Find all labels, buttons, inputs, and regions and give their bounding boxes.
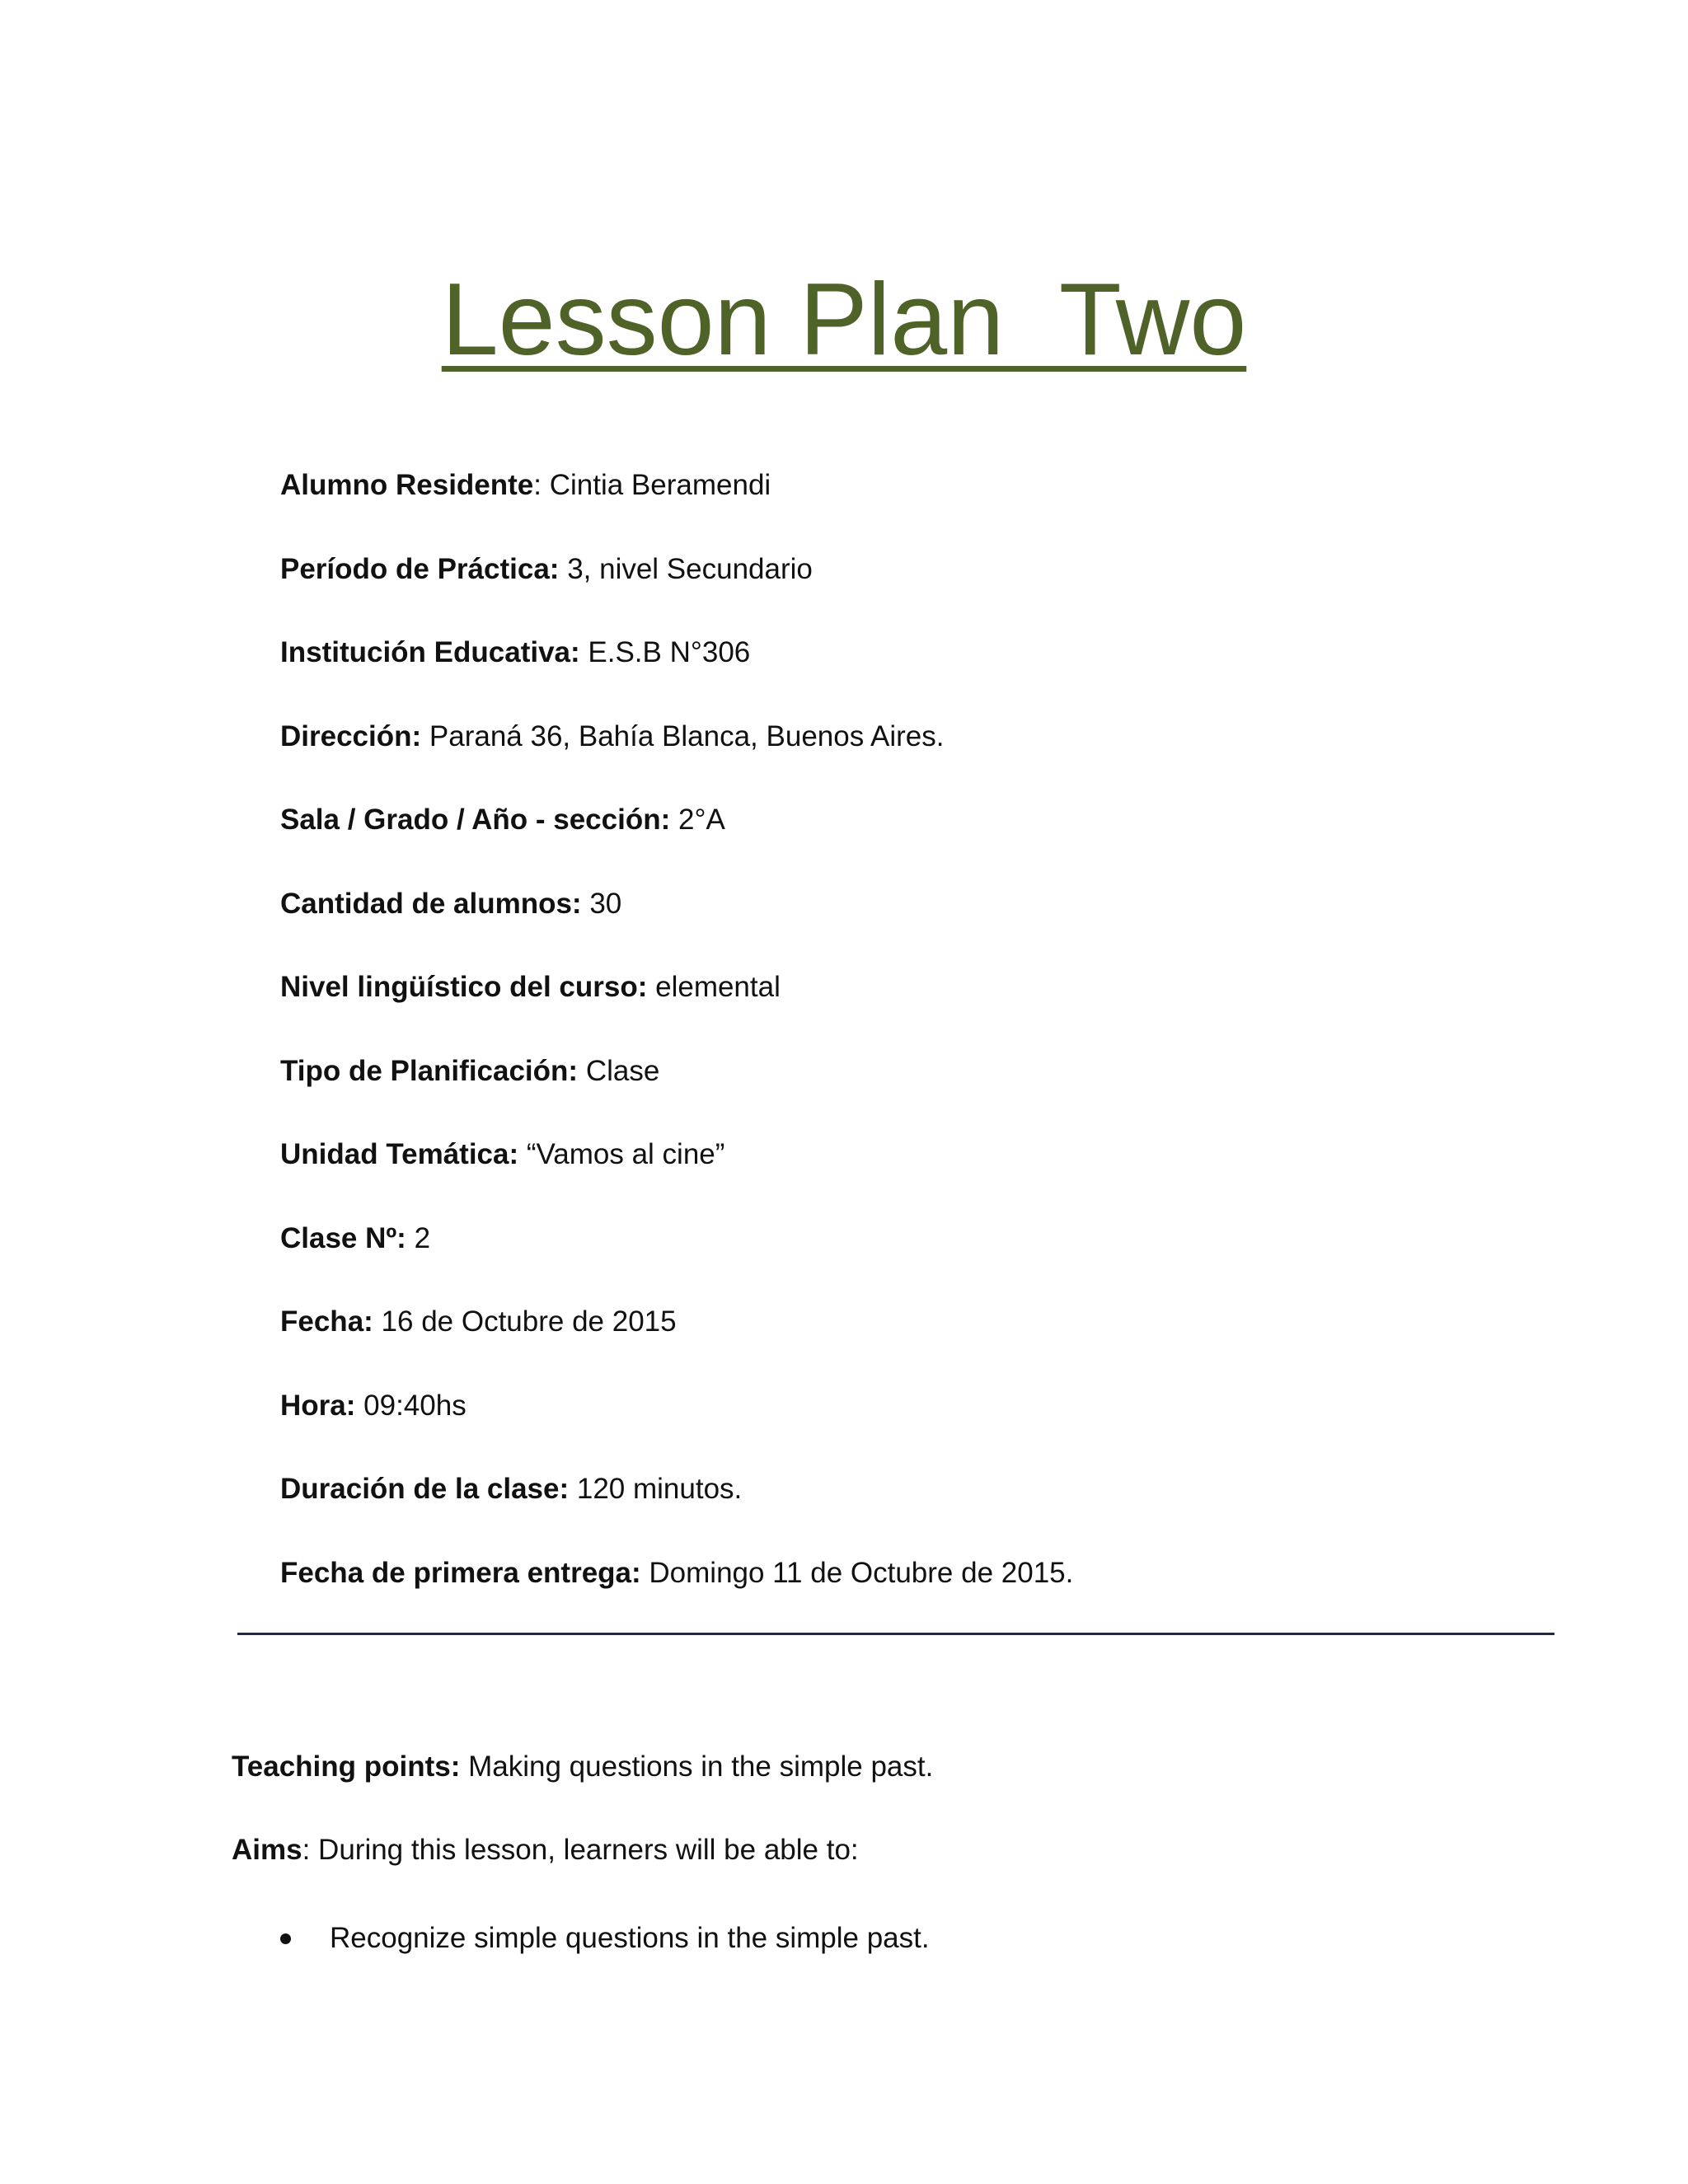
info-row-fecha bbox=[280, 1302, 1073, 1386]
info-label: Duración de la clase: bbox=[280, 1473, 570, 1505]
lesson-info-list bbox=[280, 466, 1073, 1637]
info-row-periodo bbox=[280, 550, 1073, 634]
info-value: Domingo 11 de Octubre de 2015. bbox=[649, 1556, 1074, 1589]
info-row-tipo bbox=[280, 1052, 1073, 1136]
info-label: Clase Nº: bbox=[280, 1221, 406, 1254]
info-value: 2°A bbox=[678, 804, 725, 836]
list-item-text: Recognize simple questions in the simple past. bbox=[330, 1922, 930, 1954]
info-row-institucion bbox=[280, 633, 1073, 717]
aims-label: Aims bbox=[232, 1834, 302, 1866]
info-row-unidad bbox=[280, 1135, 1073, 1219]
info-value: 120 minutos. bbox=[576, 1473, 743, 1505]
info-value: elemental bbox=[655, 971, 781, 1003]
aims-value: : During this lesson, learners will be able to: bbox=[302, 1834, 859, 1866]
info-separator bbox=[355, 1390, 363, 1422]
info-separator bbox=[580, 636, 588, 668]
bullet-icon bbox=[280, 1933, 291, 1944]
aims-list bbox=[280, 1919, 930, 1958]
info-value: 2 bbox=[414, 1221, 431, 1254]
info-row-cantidad bbox=[280, 884, 1073, 968]
info-row-entrega bbox=[280, 1554, 1073, 1638]
page-title: Lesson Plan Two bbox=[441, 263, 1247, 377]
info-separator bbox=[641, 1557, 649, 1589]
info-separator bbox=[647, 971, 655, 1003]
info-row-duracion bbox=[280, 1469, 1073, 1554]
info-label: Alumno Residente bbox=[280, 469, 534, 501]
teaching-points bbox=[232, 1747, 933, 1787]
info-separator bbox=[559, 553, 567, 585]
info-row-direccion bbox=[280, 717, 1073, 801]
list-item bbox=[280, 1919, 930, 1958]
info-value: Cintia Beramendi bbox=[549, 469, 771, 501]
info-label: Cantidad de alumnos: bbox=[280, 887, 582, 920]
info-value: Clase bbox=[585, 1054, 660, 1087]
info-label: Unidad Temática: bbox=[280, 1138, 519, 1170]
aims bbox=[232, 1830, 859, 1870]
info-label: Nivel lingüístico del curso: bbox=[280, 971, 648, 1003]
info-row-alumno bbox=[280, 466, 1073, 550]
teaching-points-value: Making questions in the simple past. bbox=[460, 1750, 934, 1783]
info-separator bbox=[518, 1138, 527, 1170]
info-row-sala bbox=[280, 800, 1073, 884]
info-value: “Vamos al cine” bbox=[526, 1138, 725, 1170]
info-value: 30 bbox=[589, 887, 622, 920]
info-value: Paraná 36, Bahía Blanca, Buenos Aires. bbox=[429, 719, 945, 752]
info-separator bbox=[569, 1473, 577, 1505]
section-divider bbox=[237, 1633, 1554, 1635]
info-row-clase bbox=[280, 1219, 1073, 1303]
info-label: Fecha de primera entrega: bbox=[280, 1556, 641, 1589]
info-label: Período de Práctica: bbox=[280, 552, 560, 585]
info-separator bbox=[670, 804, 678, 836]
info-separator bbox=[578, 1055, 586, 1087]
info-row-nivel bbox=[280, 968, 1073, 1052]
info-value: E.S.B N°306 bbox=[588, 636, 751, 668]
info-separator bbox=[373, 1305, 382, 1338]
info-label: Hora: bbox=[280, 1389, 356, 1422]
info-label: Institución Educativa: bbox=[280, 636, 580, 668]
info-value: 16 de Octubre de 2015 bbox=[381, 1305, 677, 1338]
info-separator bbox=[406, 1222, 415, 1254]
info-label: Dirección: bbox=[280, 719, 422, 752]
info-separator: : bbox=[533, 469, 550, 501]
info-value: 3, nivel Secundario bbox=[567, 552, 813, 585]
info-separator bbox=[421, 720, 429, 752]
info-label: Tipo de Planificación: bbox=[280, 1054, 579, 1087]
info-separator bbox=[582, 888, 590, 920]
info-label: Sala / Grado / Año - sección: bbox=[280, 804, 671, 836]
info-row-hora bbox=[280, 1386, 1073, 1470]
info-value: 09:40hs bbox=[363, 1389, 467, 1422]
teaching-points-label: Teaching points: bbox=[232, 1750, 461, 1783]
info-label: Fecha: bbox=[280, 1305, 373, 1338]
